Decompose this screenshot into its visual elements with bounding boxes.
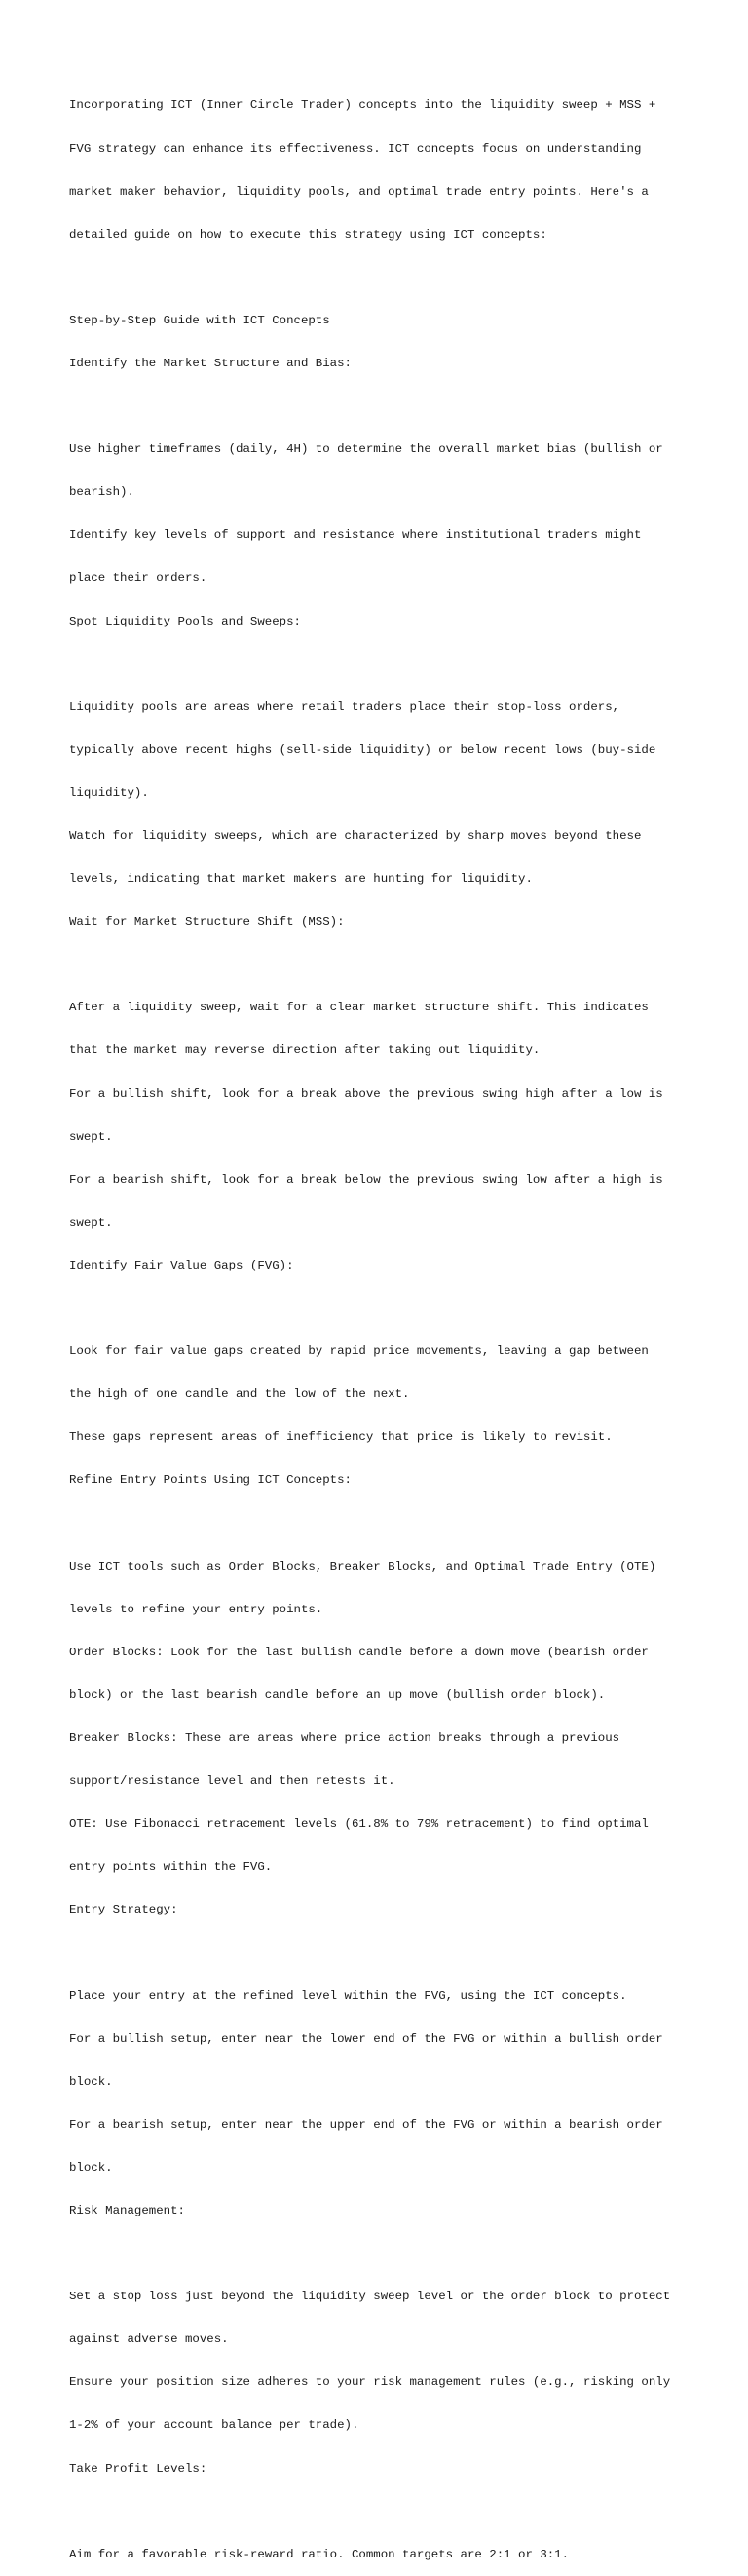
text-line: Breaker Blocks: These are areas where price action breaks through a previous [69,1730,620,1745]
text-line: For a bullish shift, look for a break above the previous swing high after a low is [69,1086,663,1101]
text-line: After a liquidity sweep, wait for a clear market structure shift. This indicates [69,1001,649,1015]
section-heading: Identify the Market Structure and Bias: [69,356,352,370]
text-line: swept. [69,1129,113,1144]
text-line: These gaps represent areas of inefficiency that price is likely to revisit. [69,1430,613,1445]
blank-line [69,399,712,414]
section-heading: Entry Strategy: [69,1903,178,1917]
section-heading: Wait for Market Structure Shift (MSS): [69,915,345,929]
text-line: market maker behavior, liquidity pools, and optimal trade entry points. Here's a [69,184,649,199]
text-line: levels to refine your entry points. [69,1602,323,1616]
text-line: Use ICT tools such as Order Blocks, Breaker Blocks, and Optimal Trade Entry (OTE) [69,1559,656,1573]
section-heading: Refine Entry Points Using ICT Concepts: [69,1473,352,1488]
text-line: For a bearish shift, look for a break below the previous swing low after a high is [69,1172,663,1187]
section-heading: Identify Fair Value Gaps (FVG): [69,1258,294,1272]
section-heading: Spot Liquidity Pools and Sweeps: [69,614,301,628]
text-line: liquidity). [69,785,149,800]
blank-line [69,2505,712,2519]
section-heading: Risk Management: [69,2204,185,2217]
text-line: Identify key levels of support and resistance where institutional traders might [69,528,642,543]
section-heading: Step-by-Step Guide with ICT Concepts [69,313,330,327]
blank-line [69,1517,712,1532]
text-line: that the market may reverse direction after taking out liquidity. [69,1043,541,1058]
blank-line [69,1302,712,1316]
text-line: Look for fair value gaps created by rapid price movements, leaving a gap between [69,1345,649,1359]
text-line: swept. [69,1215,113,1230]
document-body [69,70,712,2576]
text-line: Place your entry at the refined level within the FVG, using the ICT concepts. [69,1989,627,2003]
text-line: Liquidity pools are areas where retail traders place their stop-loss orders, [69,700,620,714]
text-line: typically above recent highs (sell-side liquidity) or below recent lows (buy-side [69,742,656,757]
text-line: detailed guide on how to execute this strategy using ICT concepts: [69,227,547,242]
text-line: block) or the last bearish candle before an up move (bullish order block). [69,1687,606,1702]
text-line: Ensure your position size adheres to your risk management rules (e.g., risking only [69,2375,671,2390]
text-line: bearish). [69,485,134,500]
blank-line [69,1946,712,1960]
text-line: Use higher timeframes (daily, 4H) to determine the overall market bias (bullish or [69,442,663,457]
text-line: support/resistance level and then retests it. [69,1774,395,1789]
section-heading: Take Profit Levels: [69,2461,207,2476]
text-line: 1-2% of your account balance per trade). [69,2418,359,2433]
text-line: For a bullish setup, enter near the lower end of the FVG or within a bullish order [69,2031,663,2046]
text-line: Watch for liquidity sweeps, which are characterized by sharp moves beyond these [69,829,642,843]
text-line: Order Blocks: Look for the last bullish candle before a down move (bearish order [69,1645,649,1659]
text-line: Incorporating ICT (Inner Circle Trader) concepts into the liquidity sweep + MSS + [69,98,656,113]
text-line: the high of one candle and the low of the next. [69,1387,410,1402]
text-line: Set a stop loss just beyond the liquidity sweep level or the order block to protect [69,2290,671,2304]
blank-line [69,958,712,972]
blank-line [69,2247,712,2261]
text-line: block. [69,2074,113,2089]
text-line: entry points within the FVG. [69,1860,273,1875]
text-line: FVG strategy can enhance its effectiveness. ICT concepts focus on understanding [69,141,642,156]
text-line: levels, indicating that market makers are hunting for liquidity. [69,872,533,887]
text-line: OTE: Use Fibonacci retracement levels (61.8% to 79% retracement) to find optimal [69,1817,649,1832]
blank-line [69,658,712,672]
blank-line [69,271,712,285]
text-line: place their orders. [69,571,207,586]
text-line: Aim for a favorable risk-reward ratio. Common targets are 2:1 or 3:1. [69,2547,570,2561]
text-line: block. [69,2160,113,2175]
text-line: For a bearish setup, enter near the upper end of the FVG or within a bearish order [69,2117,663,2132]
text-line: against adverse moves. [69,2332,229,2347]
